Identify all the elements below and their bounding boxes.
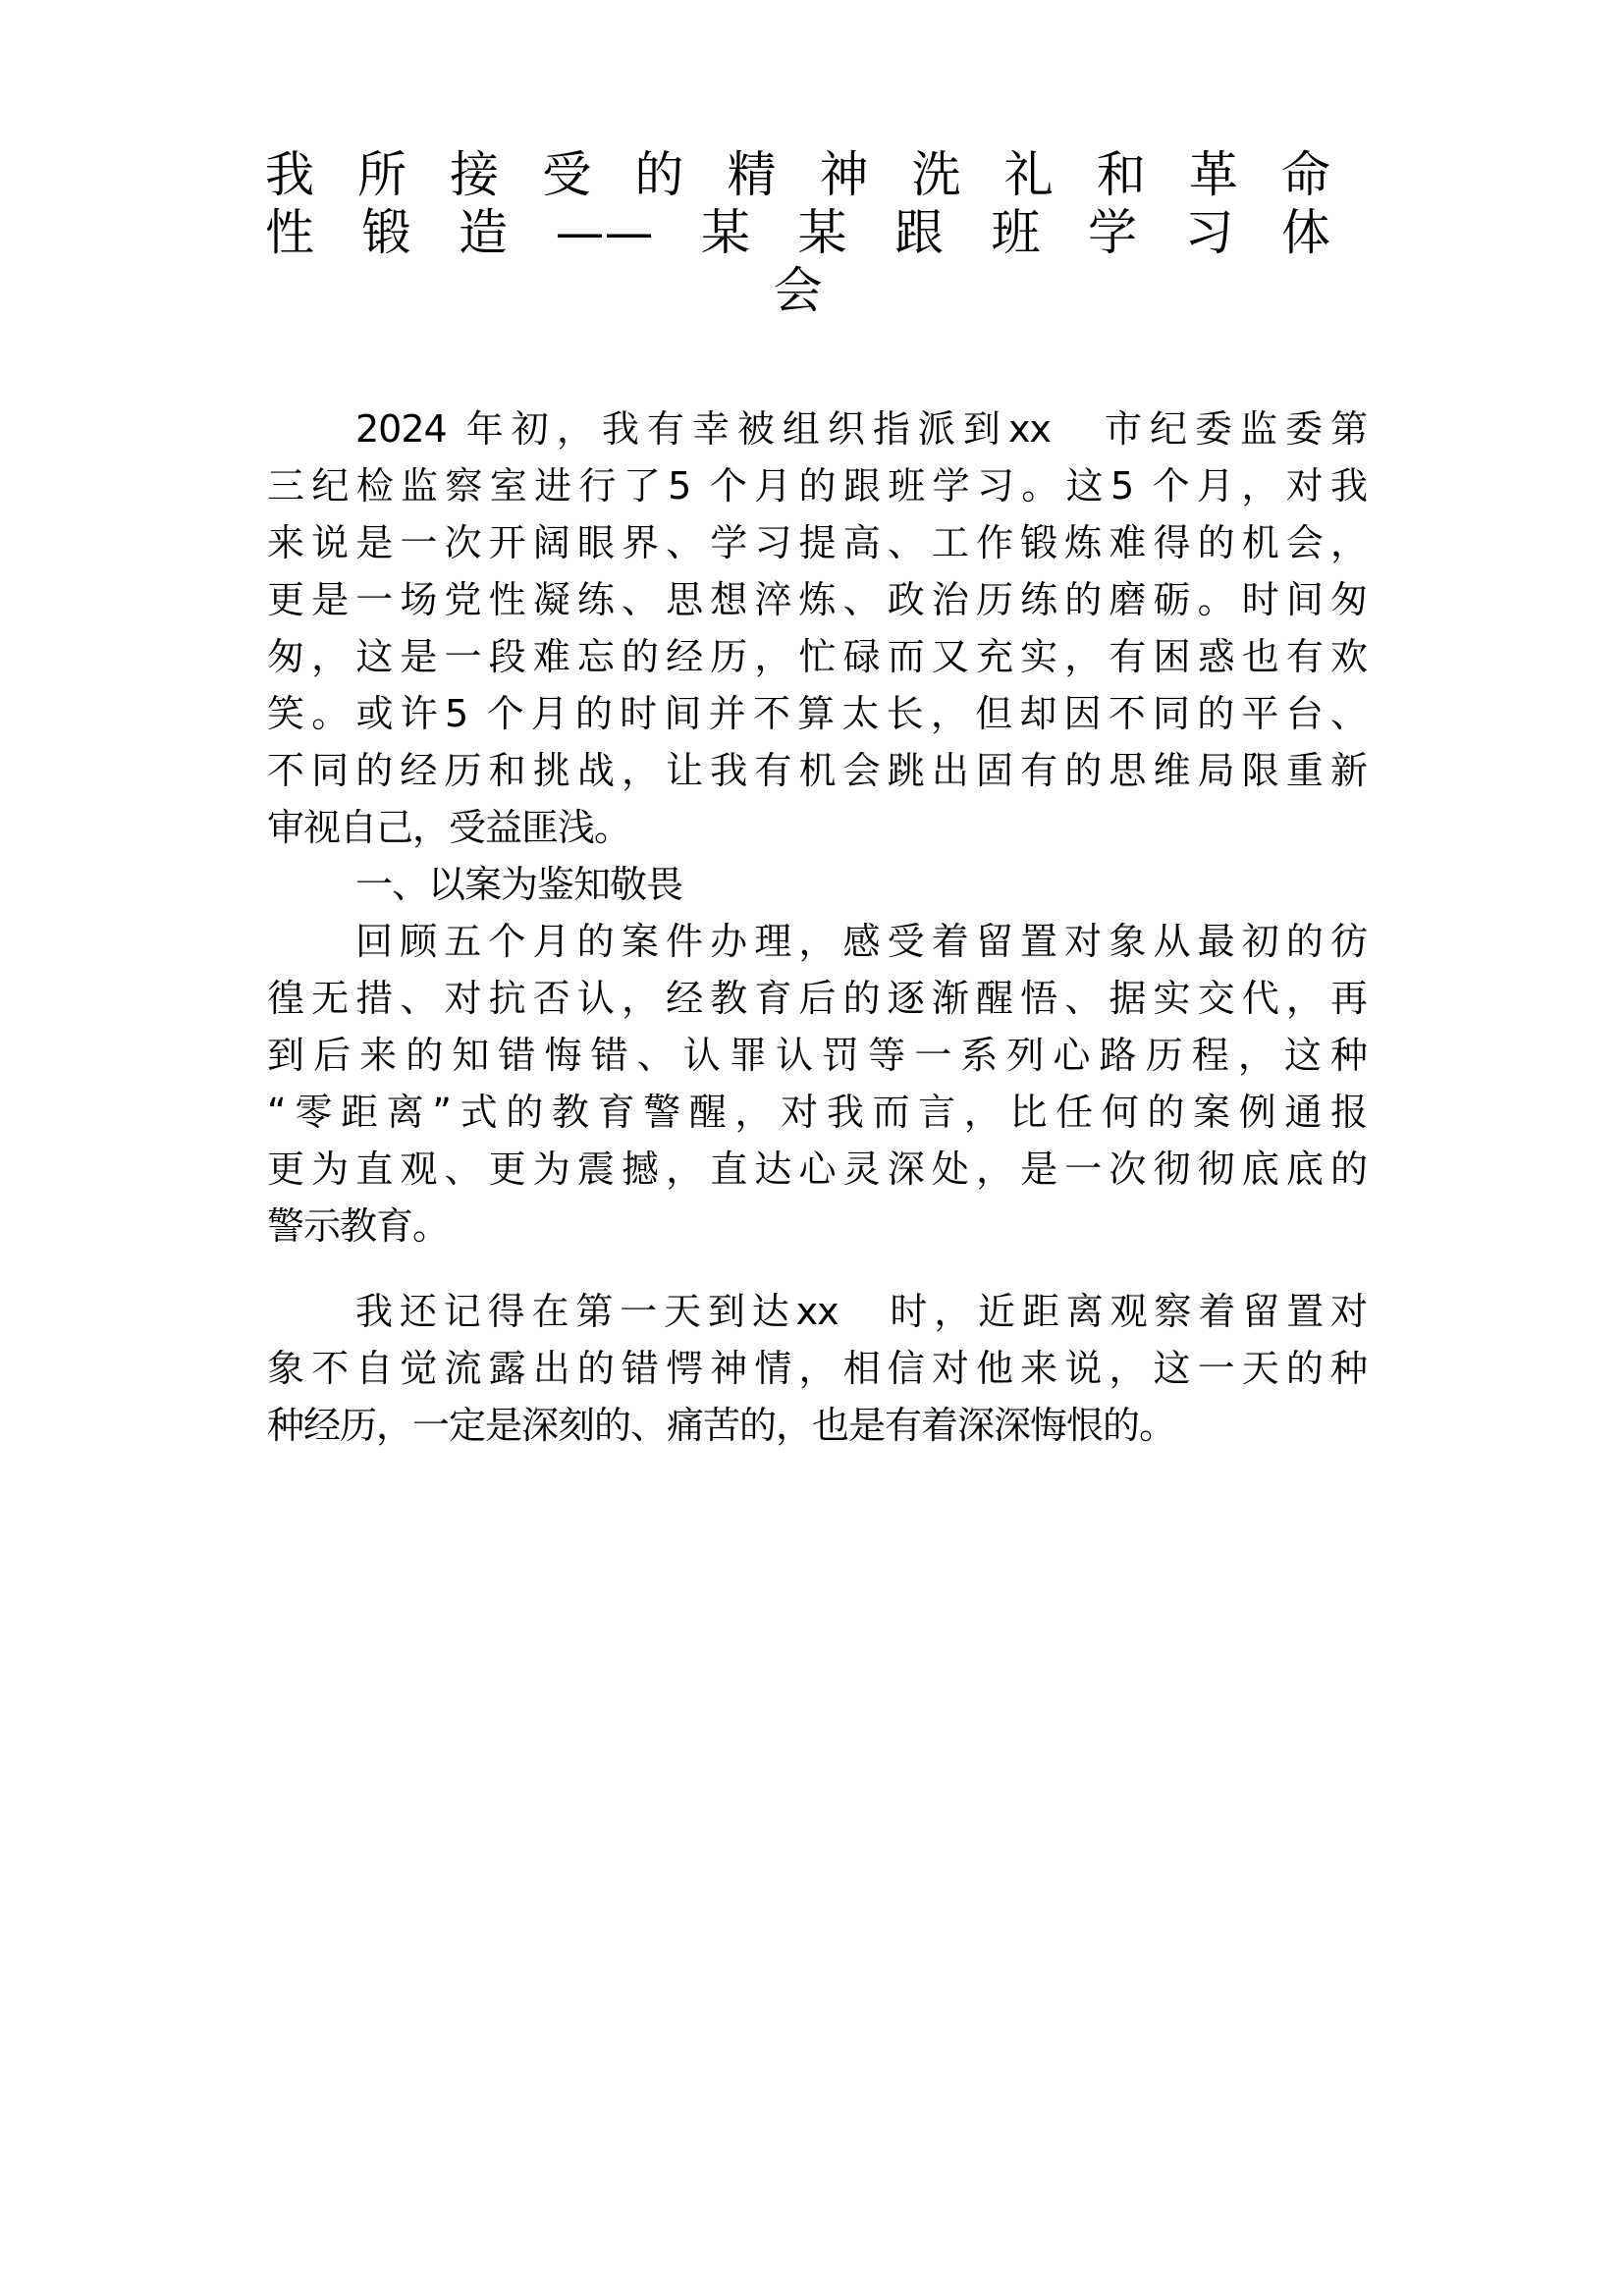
paragraph-1-line-2: 三纪检监察室进行了5 个月的跟班学习。这5 个月，对我 <box>267 464 1367 507</box>
paragraph-3-line-2: 象不自觉流露出的错愕神情，相信对他来说，这一天的种 <box>267 1347 1367 1390</box>
paragraph-1-line-8: 审视自己，受益匪浅。 <box>267 806 631 849</box>
paragraph-1-line-3: 来说是一次开阔眼界、学习提高、工作锻炼难得的机会， <box>267 521 1367 564</box>
paragraph-3-line-1: 我还记得在第一天到达xx 时，近距离观察着留置对 <box>355 1290 1367 1333</box>
paragraph-1-line-6: 笑。或许5 个月的时间并不算太长，但却因不同的平台、 <box>267 692 1367 735</box>
paragraph-2-line-6: 警示教育。 <box>267 1204 450 1248</box>
paragraph-2-line-3: 到后来的知错悔错、认罪认罚等一系列心路历程，这种 <box>267 1034 1367 1077</box>
paragraph-1-line-5: 匆，这是一段难忘的经历，忙碌而又充实，有困惑也有欢 <box>267 635 1367 678</box>
paragraph-2-line-4: “零距离”式的教育警醒，对我而言，比任何的案例通报 <box>267 1091 1367 1134</box>
paragraph-2-line-5: 更为直观、更为震撼，直达心灵深处，是一次彻彻底底的 <box>267 1148 1367 1191</box>
paragraph-3-line-3: 种经历，一定是深刻的、痛苦的，也是有着深深悔恨的。 <box>267 1404 1176 1447</box>
paragraph-2-line-2: 徨无措、对抗否认，经教育后的逐渐醒悟、据实交代，再 <box>267 977 1367 1020</box>
paragraph-2-line-1: 回顾五个月的案件办理，感受着留置对象从最初的彷 <box>355 920 1367 963</box>
paragraph-1-line-4: 更是一场党性凝练、思想淬炼、政治历练的磨砺。时间匆 <box>267 578 1367 621</box>
document-title-line-3: 会 <box>773 262 823 319</box>
document-title-line-2: 性锻造——某某跟班学习体 <box>265 204 1330 261</box>
paragraph-1-line-1: 2024 年初，我有幸被组织指派到xx 市纪委监委第 <box>355 407 1367 451</box>
document-title-line-1: 我所接受的精神洗礼和革命 <box>265 146 1330 203</box>
paragraph-1-line-7: 不同的经历和挑战，让我有机会跳出固有的思维局限重新 <box>267 749 1367 792</box>
section-heading-1: 一、以案为鉴知敬畏 <box>355 863 683 906</box>
